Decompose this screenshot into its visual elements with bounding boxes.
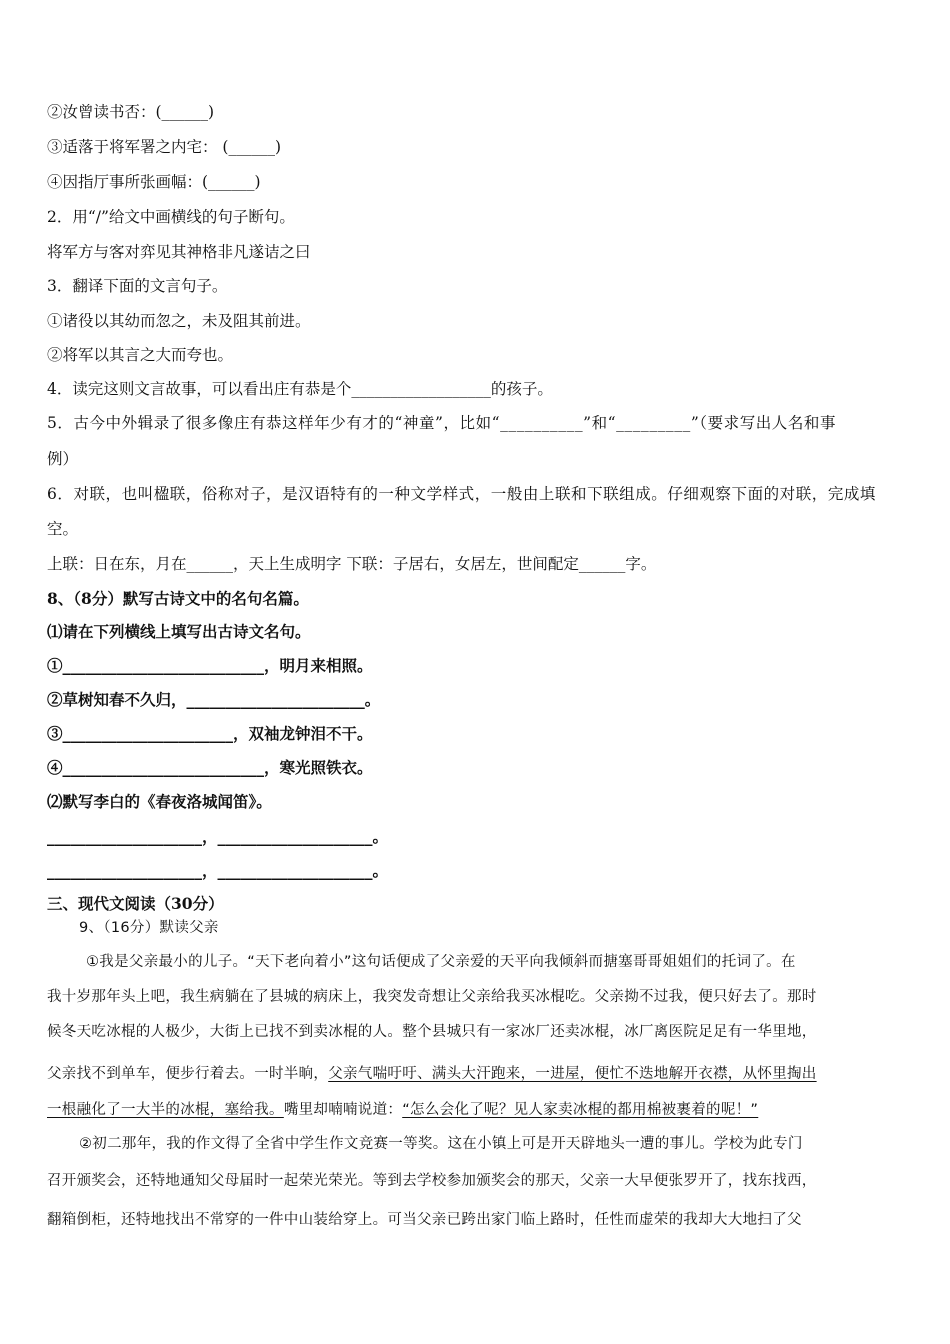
passage-p2-line-2: 召开颁奖会，还特地通知父母届时一起荣光荣光。等到去学校参加颁奖会的那天，父亲一大早便张罗开了，找东找西， bbox=[47, 1173, 817, 1189]
passage-underlined-sentence: 父亲气喘吁吁、满头大汗跑来，一进屋，便忙不迭地解开衣襟，从怀里掏出 bbox=[328, 1066, 817, 1082]
question-3-item-1: ①诸役以其幼而忽之，未及阻其前进。 bbox=[47, 312, 311, 330]
q1-item-4: ④因指厅事所张画幅：(______) bbox=[47, 173, 261, 191]
q1-item-2: ②汝曾读书否：(______) bbox=[47, 103, 215, 121]
question-5-line-2: 例） bbox=[47, 450, 79, 468]
question-8-part-1: ⑴请在下列横线上填写出古诗文名句。 bbox=[47, 622, 311, 641]
question-8-part-2: ⑵默写李白的《春夜洛城闻笛》。 bbox=[47, 792, 272, 811]
section-3-heading: 三、现代文阅读（30分） bbox=[47, 894, 224, 913]
passage-p1-line-4 bbox=[47, 1064, 817, 1084]
passage-p1-line-1: ①我是父亲最小的儿子。“天下老向着小”这句话便成了父亲爱的天平向我倾斜而搪塞哥哥姐姐们的托词了。在 bbox=[86, 954, 796, 970]
question-8-blank-d: ④__________________________，寒光照铁衣。 bbox=[47, 758, 373, 777]
question-8-blank-a: ①__________________________，明月来相照。 bbox=[47, 656, 373, 675]
question-3-item-2: ②将军以其言之大而夸也。 bbox=[47, 346, 234, 364]
passage-plain-text: 嘴里却喃喃说道： bbox=[283, 1102, 403, 1118]
question-5-line-1: 5．古今中外辑录了很多像庄有恭这样年少有才的“神童”，比如“__________”和“_________”（要求写出人名和事 bbox=[47, 414, 837, 432]
question-6-line-1: 6．对联，也叫楹联，俗称对子，是汉语特有的一种文学样式，一般由上联和下联组成。仔细观察下面的对联，完成填 bbox=[47, 485, 876, 503]
passage-p1-line-3: 候冬天吃冰棍的人极少，大街上已找不到卖冰棍的人。整个县城只有一家冰厂还卖冰棍，冰厂离医院足足有一华里地， bbox=[47, 1024, 817, 1040]
question-2: 2．用“/”给文中画横线的句子断句。 bbox=[47, 208, 295, 226]
question-3: 3．翻译下面的文言句子。 bbox=[47, 277, 228, 295]
passage-p2-line-1: ②初二那年，我的作文得了全省中学生作文竞赛一等奖。这在小镇上可是开天辟地头一遭的事儿。学校为此专门 bbox=[79, 1136, 803, 1152]
q1-item-3: ③适落于将军署之内宅： (______) bbox=[47, 138, 282, 156]
passage-underlined-quote: “怎么会化了呢？见人家卖冰棍的都用棉被裹着的呢！” bbox=[402, 1102, 759, 1118]
question-8-blank-c: ③______________________，双袖龙钟泪不干。 bbox=[47, 724, 373, 743]
question-6-couplet: 上联：日在东，月在______，天上生成明字 下联：子居右，女居左，世间配定______字。 bbox=[47, 555, 657, 573]
passage-p2-line-3: 翻箱倒柜，还特地找出不常穿的一件中山装给穿上。可当父亲已跨出家门临上路时，任性而虚荣的我却大大地扫了父 bbox=[47, 1212, 802, 1228]
passage-p1-line-2: 我十岁那年头上吧，我生病躺在了县城的病床上，我突发奇想让父亲给我买冰棍吃。父亲拗不过我，便只好去了。那时 bbox=[47, 989, 817, 1005]
question-6-line-2: 空。 bbox=[47, 520, 79, 538]
passage-underlined-sentence: 一根融化了一大半的冰棍，塞给我。 bbox=[47, 1102, 284, 1118]
question-4: 4．读完这则文言故事，可以看出庄有恭是个__________________的孩子。 bbox=[47, 380, 553, 398]
question-9: 9、（16分）默读父亲 bbox=[79, 920, 219, 936]
passage-plain-text: 父亲找不到单车，便步行着去。一时半晌， bbox=[47, 1066, 329, 1082]
question-8-blank-e: ____________________，____________________。 bbox=[47, 827, 389, 846]
question-8-blank-b: ②草树知春不久归，_______________________。 bbox=[47, 690, 381, 709]
question-8: 8、（8分）默写古诗文中的名句名篇。 bbox=[47, 589, 309, 608]
passage-p1-line-5 bbox=[47, 1100, 758, 1120]
question-8-blank-f: ____________________，____________________。 bbox=[47, 861, 389, 880]
question-2-text: 将军方与客对弈见其神格非凡遂诘之曰 bbox=[47, 243, 311, 261]
